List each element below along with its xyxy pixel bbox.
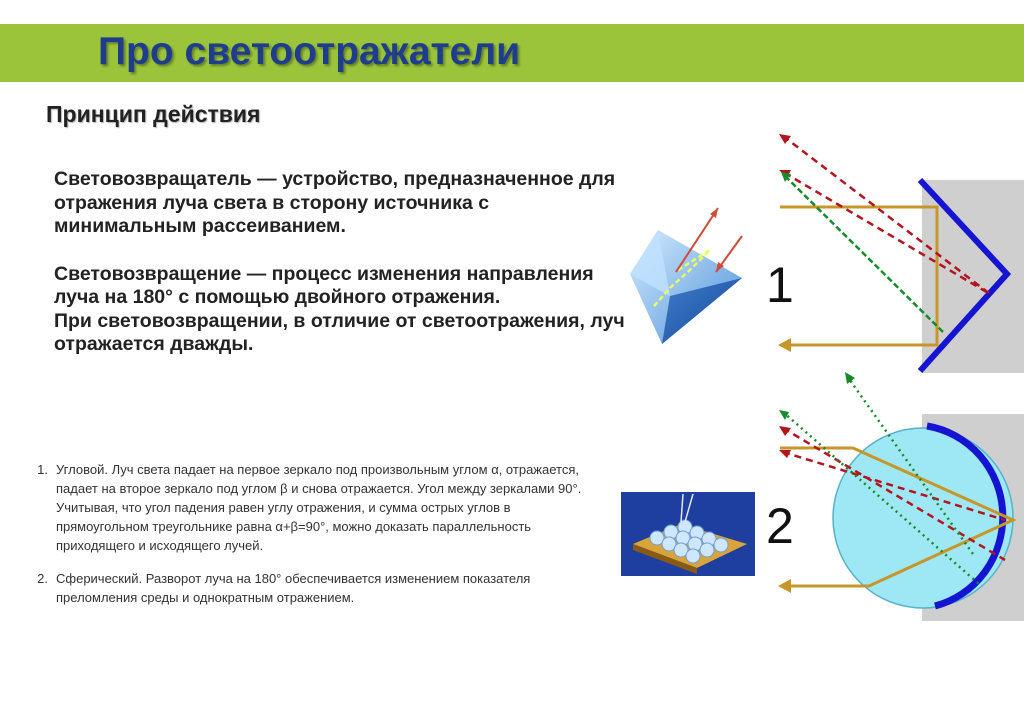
paragraph-retroreflector: Световозвращатель — устройство, предназначенное для отражения луча света в сторону источника с минимальным рассеиванием.	[54, 168, 616, 237]
diagram-number-2: 2	[766, 498, 794, 554]
diagram-number-1: 1	[766, 257, 794, 313]
page-title: Про светоотражатели	[98, 30, 521, 73]
list-text: Сферический. Разворот луча на 180° обеспечивается изменением показателя преломления среды и однократным отражением.	[56, 571, 531, 605]
list-item	[24, 460, 594, 555]
reflector-types-list	[24, 460, 594, 607]
prism-illustration	[618, 196, 758, 352]
definitions	[54, 168, 634, 357]
solid-beam	[780, 207, 937, 345]
glass-bead-reflector-illustration	[621, 492, 755, 576]
section-subtitle: Принцип действия	[46, 101, 261, 127]
list-number: 2.	[37, 571, 48, 586]
paragraph-double-reflection: При световозвращении, в отличие от светоотражения, луч отражается дважды.	[54, 309, 625, 355]
list-text: Угловой. Луч света падает на первое зеркало под произвольным углом α, отражается, падает на второе зеркало под углом β и снова отражается. Угол между зеркалами 90°. Учитывая, что угол падения равен углу отражения, и сумма острых углов в прямоугольном треугольнике равна α+β=90°, можно доказать параллельность приходящего и исходящего лучей.	[56, 462, 582, 553]
list-item	[24, 569, 594, 607]
corner-reflector-diagram	[775, 128, 1024, 373]
list-number: 1.	[37, 462, 48, 477]
glass-sphere	[833, 428, 1013, 608]
spherical-reflector-diagram	[775, 368, 1024, 623]
paragraph-retroreflection: Световозвращение — процесс изменения направления луча на 180° с помощью двойного отражения.	[54, 262, 594, 308]
